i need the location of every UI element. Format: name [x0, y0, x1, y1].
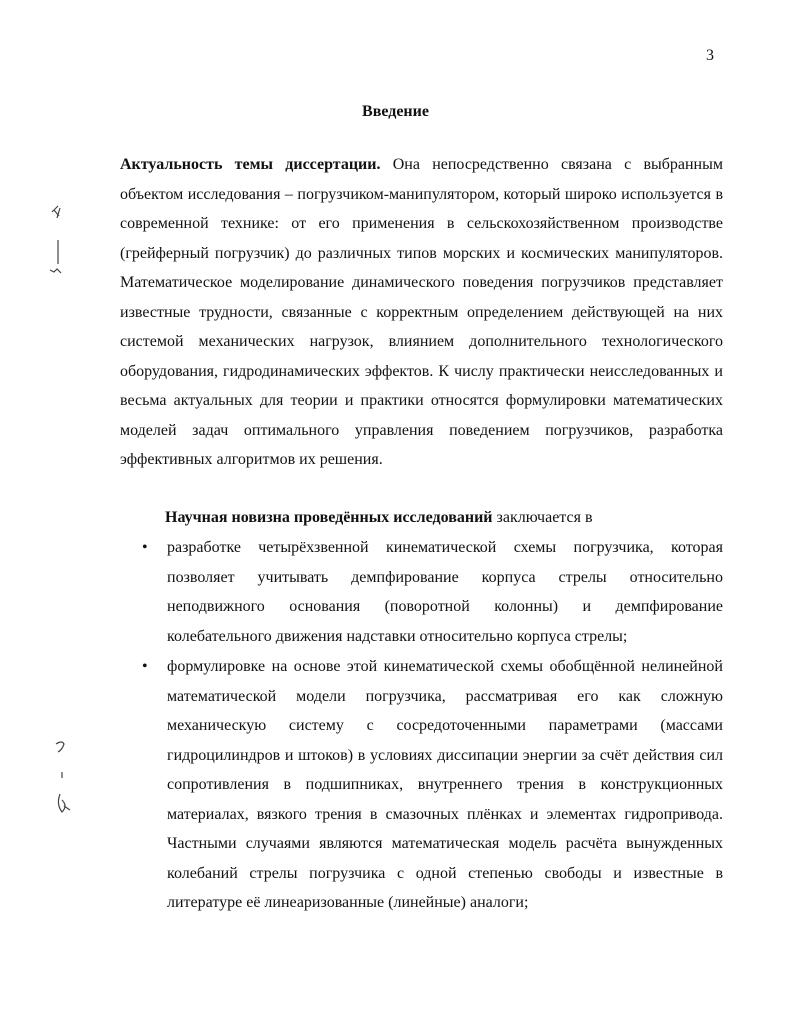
margin-mark-bottom: [56, 742, 70, 812]
margin-mark-top: [50, 206, 61, 273]
novelty-paragraph: [165, 503, 723, 533]
novelty-lead: Научная новизна проведённых исследований: [165, 509, 493, 526]
list-item: • формулировке на основе этой кинематической схемы обобщённой нелинейной математической модели погрузчика, рассматривая его как сложную механическую систему с сосредоточенными параметрами (массами гидроцилиндров и штоков) в условиях диссипации энергии за счёт действия сил сопротивления в подшипниках, внутреннего трения в конструкционных материалах, вязкого трения в смазочных плёнках и элементах гидропривода. Частными случаями являются математическая модель расчёта вынужденных колебаний стрелы погрузчика с одной степенью свободы и известные в литературе её линеаризованные (линейные) аналоги;: [120, 652, 723, 918]
relevance-lead: Актуальность темы диссертации.: [120, 156, 381, 173]
list-item: • разработке четырёхзвенной кинематической схемы погрузчика, которая позволяет учитывать демпфирование корпуса стрелы относительно неподвижного основания (поворотной колонны) и демпфирование колебательного движения надставки относительно корпуса стрелы;: [120, 533, 723, 651]
relevance-paragraph: [120, 150, 723, 475]
relevance-text: Она непосредственно связана с выбранным объектом исследования – погрузчиком-манипулятором, который широко используется в современной технике: от его применения в сельскохозяйственном производстве (грейферный погрузчик) до различных типов морских и космических манипуляторов. Математическое моделирование динамического поведения погрузчиков представляет известные трудности, связанные с корректным определением действующей на них системой механических нагрузок, влиянием дополнительного технологического оборудования, гидродинамических эффектов. К числу практически неисследованных и весьма актуальных для теории и практики относятся формулировки математических моделей задач оптимального управления поведением погрузчиков, разработка эффективных алгоритмов их решения.: [120, 156, 723, 468]
novelty-text: заключается в: [492, 509, 593, 526]
page-number: 3: [706, 47, 714, 64]
section-heading: Введение: [362, 103, 429, 120]
novelty-list: [120, 533, 723, 918]
